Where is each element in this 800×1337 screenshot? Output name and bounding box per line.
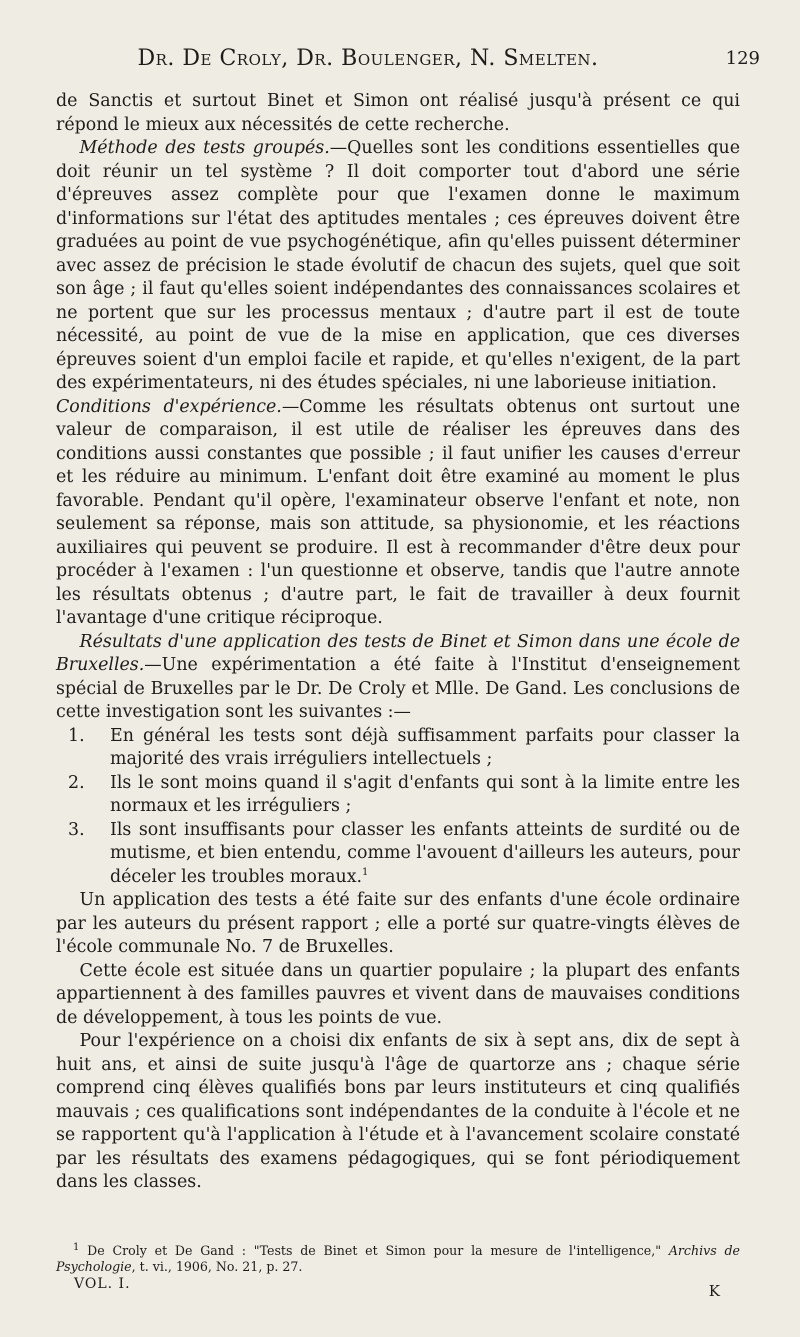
section-heading-resultats: Résultats d'une application des tests de Binet et Simon dans une école de Bruxelles. [56,631,740,675]
footnote-reference[interactable]: 1 [362,866,369,878]
paragraph-resultats [56,631,740,725]
list-item-text: Ils le sont moins quand il s'agit d'enfants qui sont à la limite entre les normaux et les irréguliers ; [110,772,740,816]
list-item-text: En général les tests sont déjà suffisamment parfaits pour classer la majorité des vrais irréguliers intellectuels ; [110,725,740,769]
paragraph-conditions-text: —Comme les résultats obtenus ont surtout une valeur de comparaison, il est utile de réaliser les épreuves dans des conditions aussi constantes que possible ; il faut unifier les causes d'erreur et les réduire au minimum. L'enfant doit être examiné au moment le plus favorable. Pendant qu'il opère, l'examinateur observe l'enfant et note, non seulement sa réponse, mais son attitude, sa physionomie, et les réactions auxiliaires qui peuvent se produire. Il est à recommander d'être deux pour procéder à l'examen : l'un questionne et observe, tandis que l'autre annote les résultats obtenus ; d'autre part, le fait de travailler à deux fournit l'avantage d'une critique réciproque. [56,396,740,628]
section-heading-methode: Méthode des tests groupés. [79,138,330,158]
list-item [68,772,740,819]
list-item-number: 2. [68,772,85,793]
paragraph-application: Un application des tests a été faite sur des enfants d'une école ordinaire par les auteurs du présent rapport ; elle a porté sur quatre-vingts élèves de l'école communale No. 7 de Bruxelles. [56,890,740,957]
paragraph-methode [56,137,740,396]
paragraph-ecole: Cette école est située dans un quartier populaire ; la plupart des enfants appartiennent à des familles pauvres et vivent dans de mauvaises conditions de développement, à tous les points de vue. [56,960,740,1028]
conclusions-list [56,725,740,890]
list-item-text: Ils sont insuffisants pour classer les enfants atteints de surdité ou de mutisme, et bien entendu, comme l'avouent d'ailleurs les auteurs, pour déceler les troubles moraux. [110,819,740,887]
list-item-number: 1. [68,725,85,746]
body-text [56,90,740,1195]
footnote-marker: 1 [73,1241,80,1253]
paragraph-methode-text: —Quelles sont les conditions essentielles que doit réunir un tel système ? Il doit comporter tout d'abord une série d'épreuves assez complète pour que l'examen donne le maximum d'informations sur l'état des aptitudes mentales ; ces épreuves doivent être graduées au point de vue psychogénétique, afin qu'elles puissent déterminer avec assez de précision le stade évolutif de chacun des sujets, quel que soit son âge ; il faut qu'elles soient indépendantes des connaissances scolaires et ne portent que sur les processus mentaux ; d'autre part il est de toute nécessité, au point de vue de la mise en application, que ces diverses épreuves soient d'un emploi facile et rapide, et qu'elles n'exigent, de la part des expérimentateurs, ni des études spéciales, ni une laborieuse initiation. [56,138,741,393]
footnote-text-before: De Croly et De Gand : "Tests de Binet et Simon pour la mesure de l'intelligence," [87,1243,669,1258]
page-header [36,46,760,76]
list-item [68,819,740,890]
footnote-journal: Archivs de Psychologie [56,1243,740,1274]
paragraph-conditions [56,396,740,631]
signature-mark: K [708,1282,720,1300]
paragraph-experience: Pour l'expérience on a choisi dix enfants de six à sept ans, dix de sept à huit ans, et ainsi de suite jusqu'à l'âge de quartorze ans ; chaque série comprend cinq élèves qualifiés bons par leurs instituteurs et cinq qualifiés mauvais ; ces qualifications sont indépendantes de la conduite à l'école et ne se rapportent qu'à l'application à l'étude et à l'avancement scolaire constaté par les résultats des examens pédagogiques, qui se font périodiquement dans les classes. [56,1031,740,1192]
paragraph-continued: de Sanctis et surtout Binet et Simon ont réalisé jusqu'à présent ce qui répond le mieux aux nécessités de cette recherche. [56,91,740,135]
paragraph-resultats-text: —Une expérimentation a été faite à l'Institut d'enseignement spécial de Bruxelles par le Dr. De Croly et Mlle. De Gand. Les conclusions de cette investigation sont les suivantes :— [56,655,740,722]
list-item [68,725,740,772]
list-item-number: 3. [68,819,85,840]
running-head: Dr. De Croly, Dr. Boulenger, N. Smelten. [137,46,599,71]
section-heading-conditions: Conditions d'expérience. [56,396,282,417]
page-footer [74,1276,720,1300]
volume-label: VOL. I. [74,1276,131,1292]
footnote-text-after: , t. vi., 1906, No. 21, p. 27. [131,1258,303,1274]
footnote [56,1243,740,1274]
page-number: 129 [725,48,760,69]
